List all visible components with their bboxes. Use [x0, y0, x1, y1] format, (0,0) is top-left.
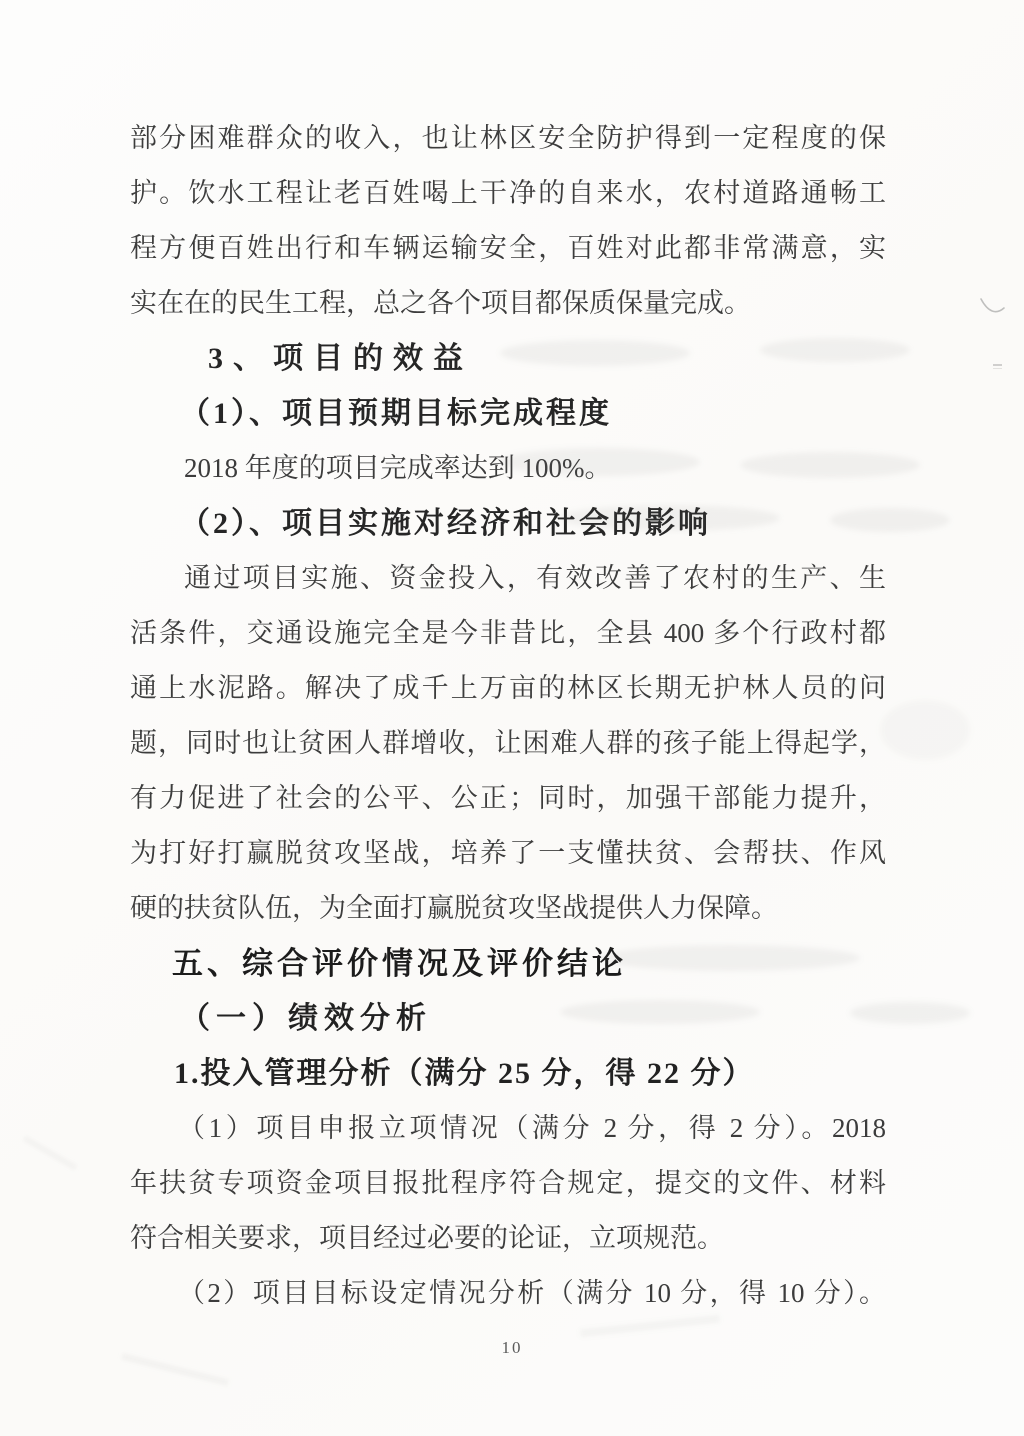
paragraph-line: 题，同时也让贫困人群增收，让困难人群的孩子能上得起学， [130, 728, 886, 758]
paragraph-line: 硬的扶贫队伍，为全面打赢脱贫攻坚战提供人力保障。 [130, 893, 778, 923]
page-curl-mark [978, 296, 1008, 322]
page-number: 10 [501, 1338, 523, 1357]
paragraph-line: 实在在的民生工程，总之各个项目都保质保量完成。 [130, 288, 751, 318]
heading-input-management-analysis: 1.投入管理分析（满分 25 分，得 22 分） [174, 1057, 755, 1090]
paragraph-line: 部分困难群众的收入，也让林区安全防护得到一定程度的保 [130, 123, 886, 153]
paragraph-line: 护。饮水工程让老百姓喝上干净的自来水，农村道路通畅工 [130, 178, 886, 208]
scan-dash-mark [993, 364, 1002, 369]
paragraph-line: 活条件，交通设施完全是今非昔比，全县 400 多个行政村都 [130, 618, 886, 648]
paragraph-line: 通上水泥路。解决了成千上万亩的林区长期无护林人员的问 [130, 673, 886, 703]
paragraph-line: 符合相关要求，项目经过必要的论证，立项规范。 [130, 1223, 724, 1253]
heading-economic-social-impact: （2）、项目实施对经济和社会的影响 [180, 507, 711, 540]
paragraph-completion-rate: 2018 年度的项目完成率达到 100%。 [184, 453, 612, 483]
paragraph-line: 为打好打赢脱贫攻坚战，培养了一支懂扶贫、会帮扶、作风 [130, 838, 886, 868]
paragraph-goal-setting: （2）项目目标设定情况分析（满分 10 分，得 10 分）。 [178, 1278, 886, 1308]
paragraph-line: （1）项目申报立项情况（满分 2 分，得 2 分）。2018 [178, 1113, 886, 1143]
heading-goal-completion: （1）、项目预期目标完成程度 [180, 397, 612, 430]
paragraph-line: 年扶贫专项资金项目报批程序符合规定，提交的文件、材料 [130, 1168, 886, 1198]
heading-performance-analysis: （一）绩效分析 [180, 1002, 432, 1035]
paragraph-line: 有力促进了社会的公平、公正；同时，加强干部能力提升， [130, 783, 886, 813]
heading-section-five: 五、综合评价情况及评价结论 [172, 946, 627, 981]
scan-streak [23, 1135, 78, 1170]
heading-project-benefit: 3、项目的效益 [208, 342, 473, 375]
scan-smudge [880, 700, 970, 760]
paragraph-line: 程方便百姓出行和车辆运输安全，百姓对此都非常满意，实 [130, 233, 886, 263]
paragraph-line: 通过项目实施、资金投入，有效改善了农村的生产、生 [184, 563, 886, 593]
document-text-block [130, 111, 886, 1321]
